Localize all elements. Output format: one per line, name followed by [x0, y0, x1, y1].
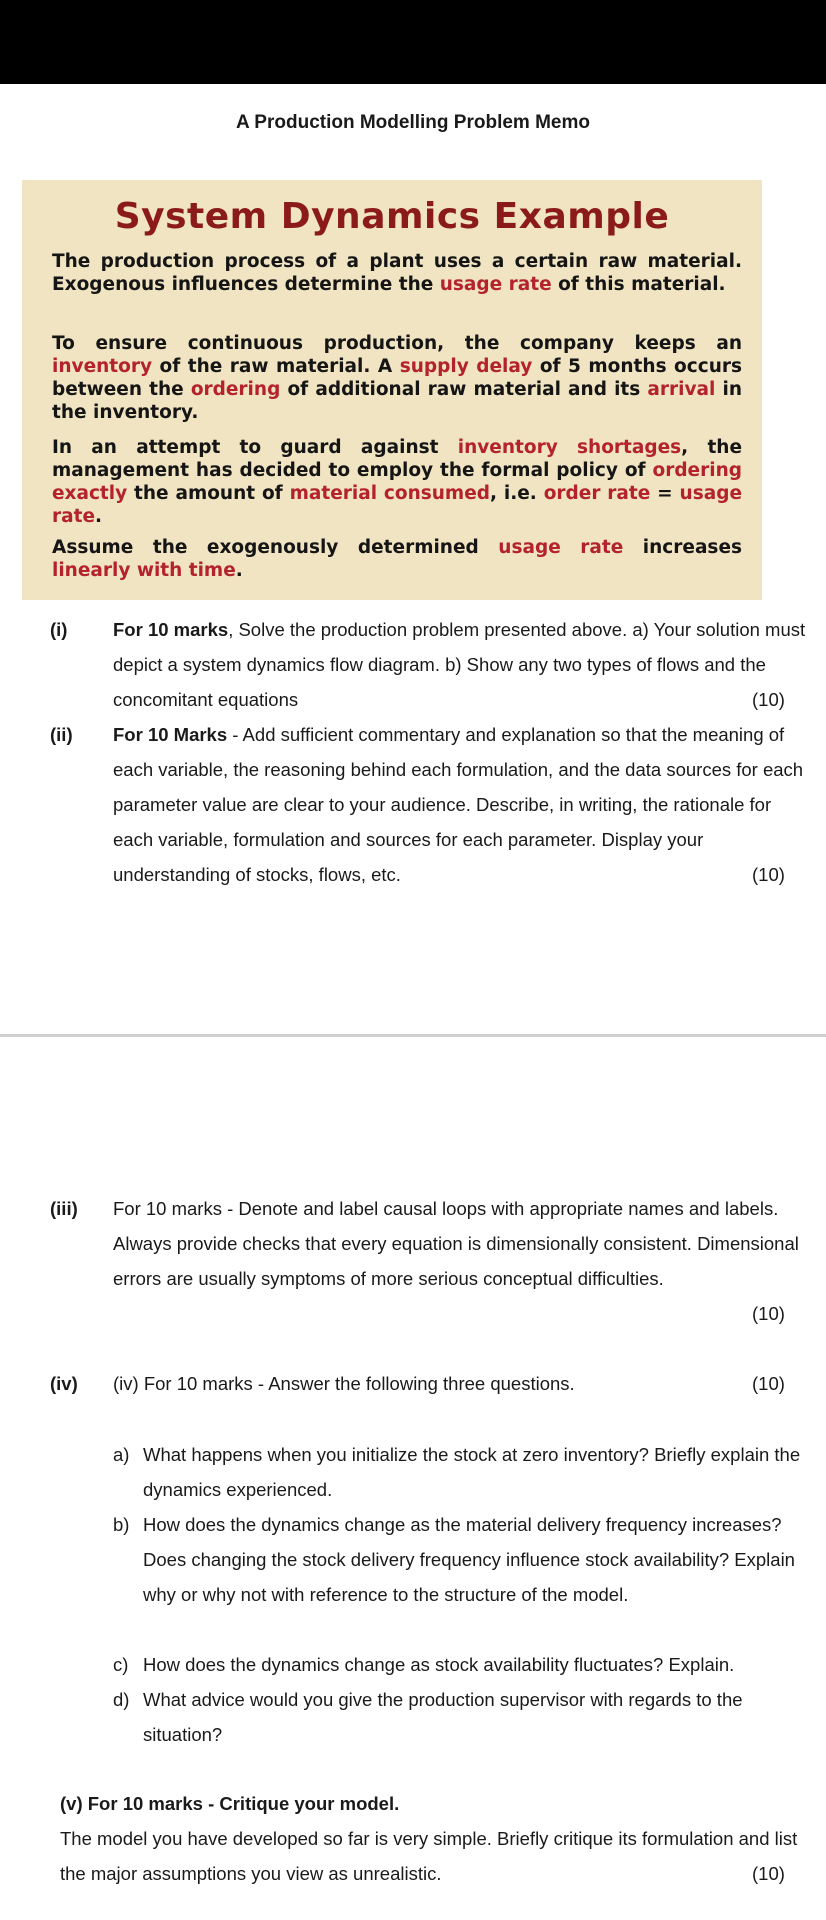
question-text: For 10 Marks - Add sufficient commentary and explanation so that the meaning of each variable, the reasoning behind each formulation, and the data sources for each parameter value are clear to your audience. Describe, in writing, the rationale for each variable, formulation and sources for each parameter. Display your understanding of stocks, flows, etc.: [113, 724, 804, 885]
panel-paragraph-3: In an attempt to guard against inventory shortages, the management has decided to employ the formal policy of ordering exactly the amount of material consumed, i.e. order rate = usage rate.: [52, 437, 743, 527]
question-5: [60, 1786, 800, 1891]
question-number: (i): [50, 619, 68, 640]
question-text: For 10 marks - Denote and label causal loops with appropriate names and labels. Always provide checks that every equation is dimensionally consistent. Dimensional errors are usually symptoms of more serious conceptual difficulties.: [113, 1198, 799, 1289]
question-text: For 10 marks, Solve the production problem presented above. a) Your solution must depict a system dynamics flow diagram. b) Show any two types of flows and the concomitant equations: [113, 619, 806, 710]
question-heading: (v) For 10 marks - Critique your model.: [60, 1793, 400, 1814]
question-number: (ii): [50, 724, 73, 745]
panel-paragraph-4: Assume the exogenously determined usage rate increases linearly with time.: [52, 537, 743, 581]
memo-title: A Production Modelling Problem Memo: [236, 112, 590, 133]
question-marks: (10): [752, 1863, 785, 1884]
question-marks: (10): [752, 1373, 785, 1394]
panel-paragraph-2: To ensure continuous production, the company keeps an inventory of the raw material. A supply delay of 5 months occurs between the ordering of additional raw material and its arrival in the inventory.: [52, 333, 743, 423]
question-number: (iv): [50, 1373, 78, 1394]
question-text: The model you have developed so far is very simple. Briefly critique its formulation and list the major assumptions you view as unrealistic.: [60, 1828, 798, 1884]
panel-title: System Dynamics Example: [114, 196, 670, 237]
page-separator: [0, 1034, 826, 1037]
system-dynamics-panel: [22, 180, 762, 600]
question-text: (iv) For 10 marks - Answer the following three questions.: [113, 1373, 575, 1394]
question-marks: (10): [752, 1303, 785, 1324]
question-marks: (10): [752, 689, 785, 710]
question-marks: (10): [752, 864, 785, 885]
panel-paragraph-1: The production process of a plant uses a certain raw material. Exogenous influences determine the usage rate of this material.: [52, 251, 742, 295]
top-black-bar: [0, 0, 826, 84]
question-number: (iii): [50, 1198, 78, 1219]
